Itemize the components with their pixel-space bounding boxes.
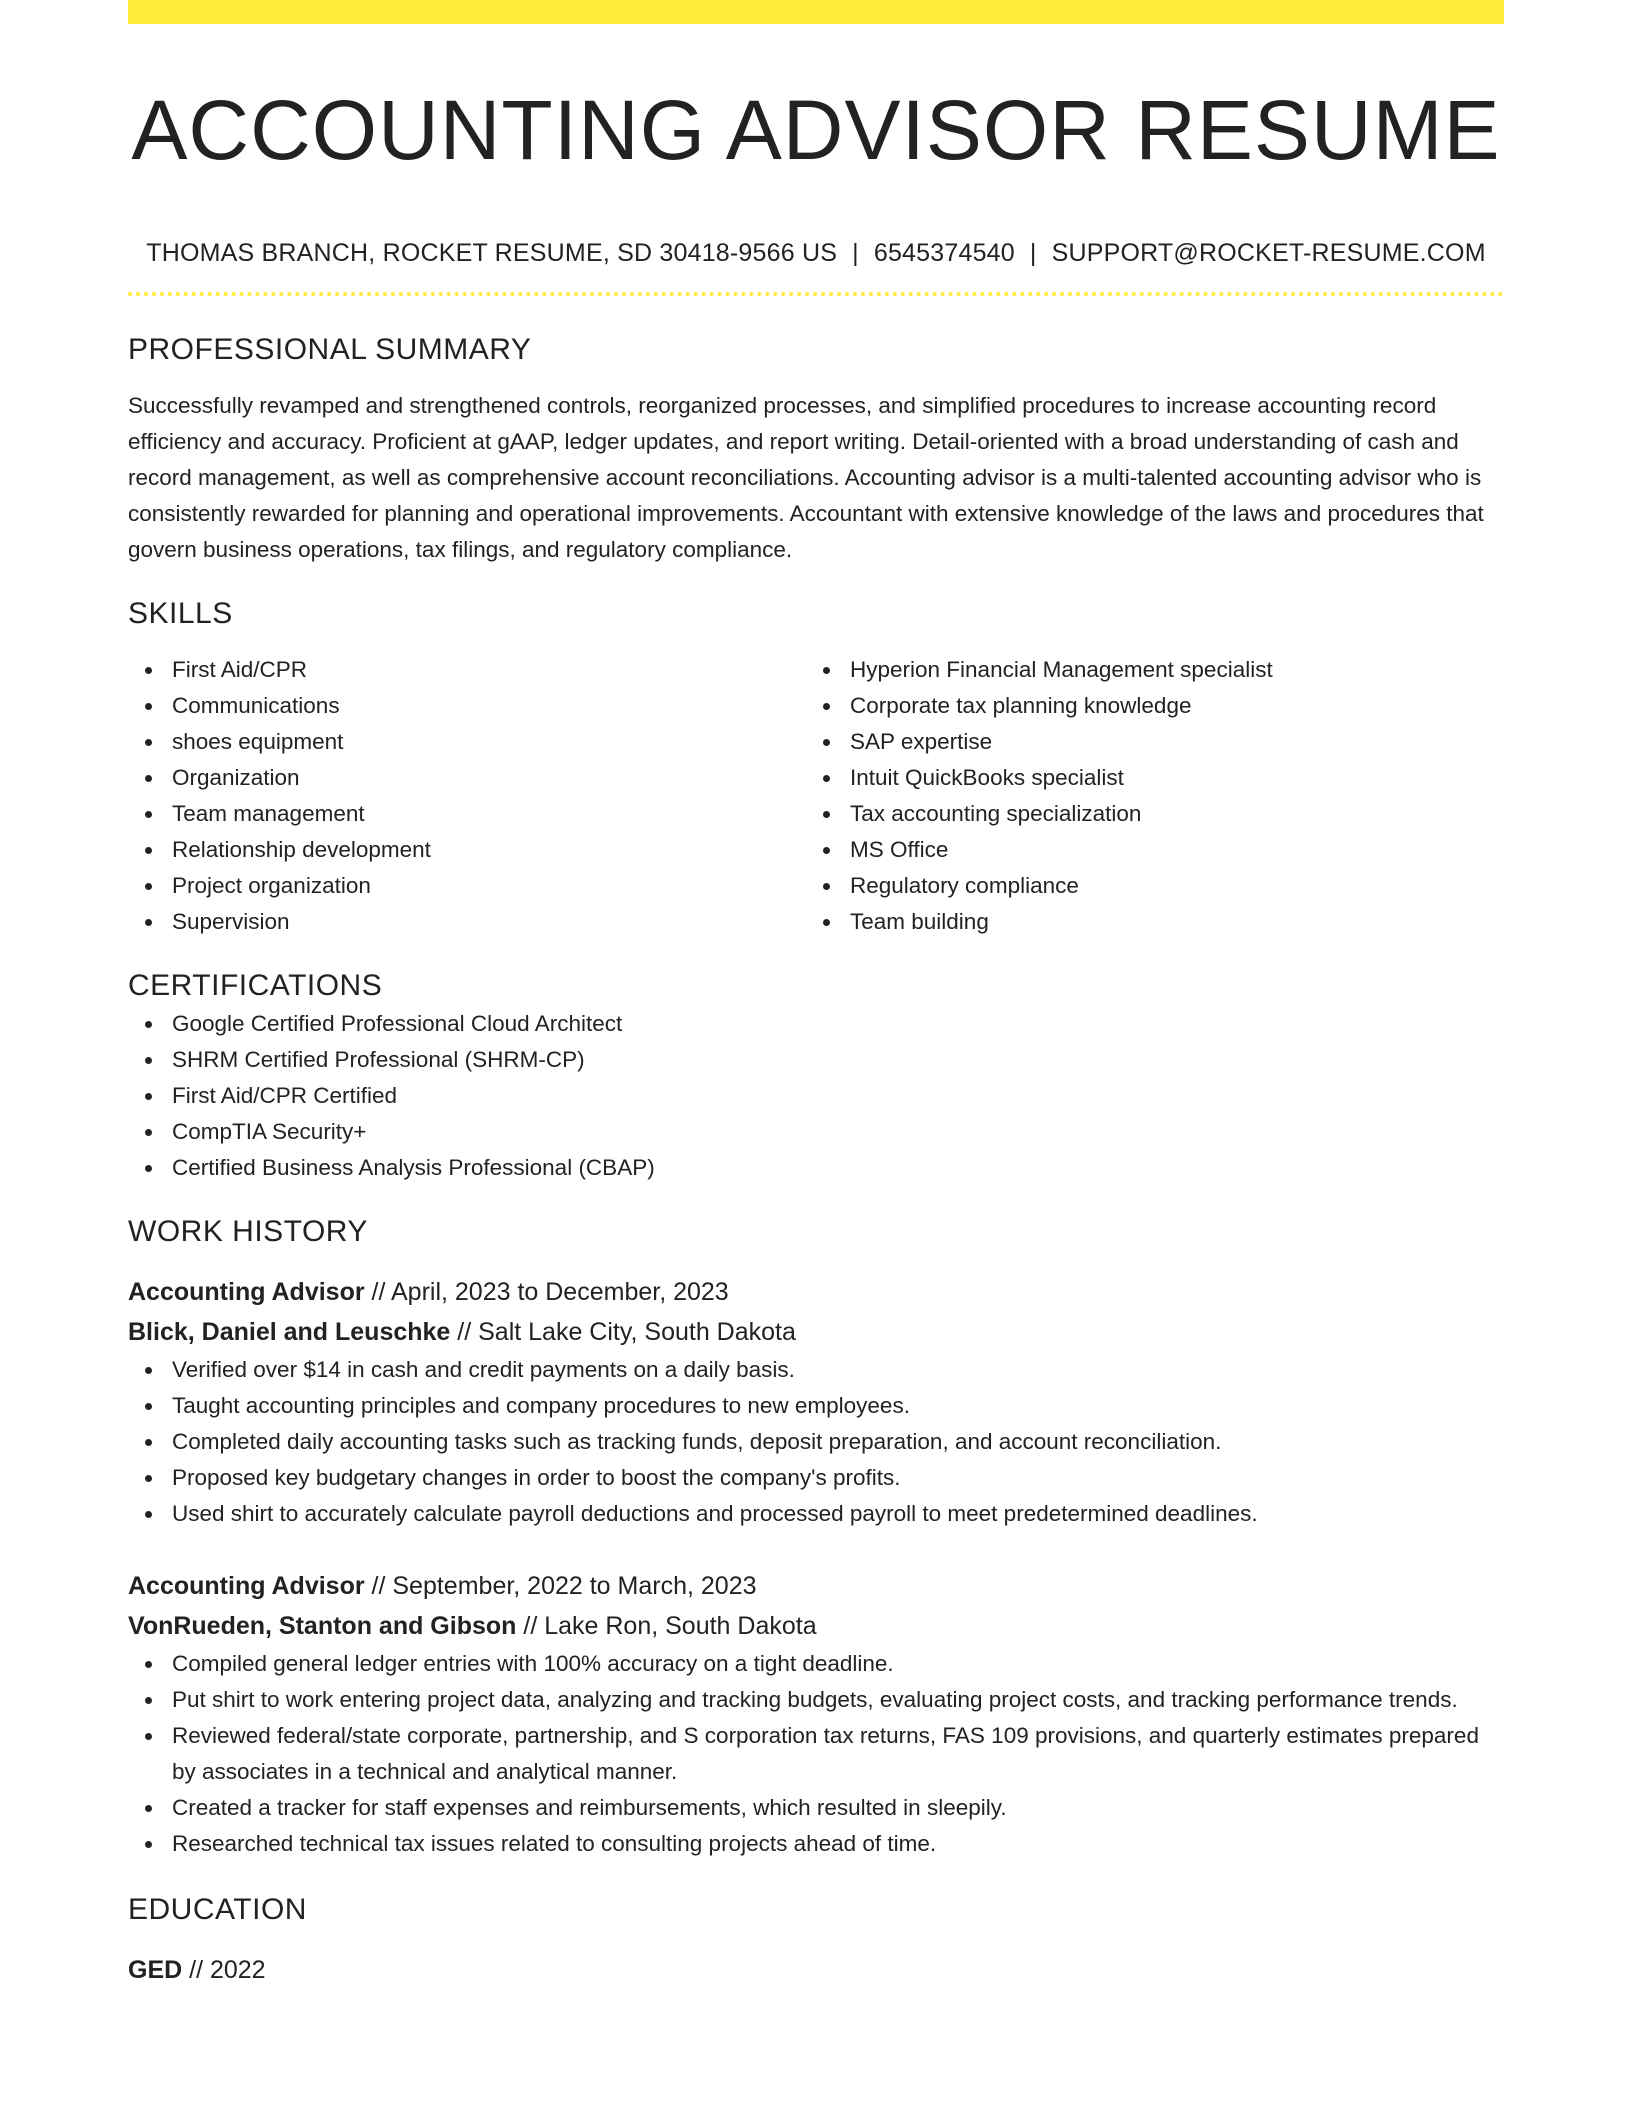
contact-line bbox=[128, 236, 1504, 270]
bullet-icon bbox=[823, 739, 830, 746]
bullet-icon bbox=[823, 811, 830, 818]
bullet-icon bbox=[823, 919, 830, 926]
summary-heading: PROFESSIONAL SUMMARY bbox=[128, 333, 532, 366]
job-duty-item: Verified over $14 in cash and credit payments on a daily basis. bbox=[128, 1352, 1504, 1388]
job-duty-item: Created a tracker for staff expenses and reimbursements, which resulted in sleepily. bbox=[128, 1790, 1504, 1826]
contact-separator: | bbox=[852, 239, 859, 267]
skill-item: Project organization bbox=[128, 868, 806, 904]
contact-phone: 6545374540 bbox=[873, 239, 1015, 267]
bullet-icon bbox=[145, 739, 152, 746]
bullet-icon bbox=[823, 775, 830, 782]
bullet-icon bbox=[145, 1841, 152, 1848]
bullet-icon bbox=[145, 703, 152, 710]
job-duty-item: Reviewed federal/state corporate, partnership, and S corporation tax returns, FAS 109 provisions, and quarterly estimates prepared by associates in a technical and analytical manner. bbox=[128, 1718, 1504, 1790]
certification-item: SHRM Certified Professional (SHRM-CP) bbox=[128, 1042, 1504, 1078]
job-entry bbox=[128, 1566, 1504, 1862]
bullet-icon bbox=[145, 667, 152, 674]
job-title: Accounting Advisor bbox=[128, 1572, 365, 1600]
job-entry bbox=[128, 1272, 1504, 1532]
bullet-icon bbox=[823, 883, 830, 890]
bullet-icon bbox=[823, 703, 830, 710]
skill-item: Corporate tax planning knowledge bbox=[806, 688, 1484, 724]
job-company: VonRueden, Stanton and Gibson bbox=[128, 1612, 517, 1640]
contact-email: SUPPORT@ROCKET-RESUME.COM bbox=[1051, 239, 1486, 267]
resume-title: ACCOUNTING ADVISOR RESUME bbox=[131, 83, 1501, 177]
job-title-line bbox=[128, 1566, 1504, 1606]
work-history-heading: WORK HISTORY bbox=[128, 1215, 368, 1248]
skill-item: Intuit QuickBooks specialist bbox=[806, 760, 1484, 796]
job-duty-item: Used shirt to accurately calculate payroll deductions and processed payroll to meet predetermined deadlines. bbox=[128, 1496, 1504, 1532]
skill-item: Supervision bbox=[128, 904, 806, 940]
job-duty-item: Researched technical tax issues related to consulting projects ahead of time. bbox=[128, 1826, 1504, 1862]
job-duties-list bbox=[128, 1646, 1504, 1862]
certification-item: First Aid/CPR Certified bbox=[128, 1078, 1504, 1114]
bullet-icon bbox=[145, 1129, 152, 1136]
job-title: Accounting Advisor bbox=[128, 1278, 365, 1306]
bullet-icon bbox=[145, 1475, 152, 1482]
bullet-icon bbox=[823, 847, 830, 854]
education-heading: EDUCATION bbox=[128, 1893, 307, 1926]
bullet-icon bbox=[145, 1697, 152, 1704]
skill-item: SAP expertise bbox=[806, 724, 1484, 760]
job-duty-item: Completed daily accounting tasks such as tracking funds, deposit preparation, and account reconciliation. bbox=[128, 1424, 1504, 1460]
certifications-heading: CERTIFICATIONS bbox=[128, 969, 383, 1002]
certifications-list bbox=[128, 1006, 1504, 1186]
job-duty-item: Proposed key budgetary changes in order to boost the company's profits. bbox=[128, 1460, 1504, 1496]
skill-item: Team building bbox=[806, 904, 1484, 940]
top-accent-bar bbox=[128, 0, 1504, 24]
bullet-icon bbox=[145, 1021, 152, 1028]
job-duty-item: Compiled general ledger entries with 100% accuracy on a tight deadline. bbox=[128, 1646, 1504, 1682]
bullet-icon bbox=[145, 1439, 152, 1446]
job-duty-item: Taught accounting principles and company procedures to new employees. bbox=[128, 1388, 1504, 1424]
bullet-icon bbox=[145, 919, 152, 926]
job-location: // Lake Ron, South Dakota bbox=[516, 1612, 817, 1640]
skill-item: First Aid/CPR bbox=[128, 652, 806, 688]
skill-item: shoes equipment bbox=[128, 724, 806, 760]
skills-heading: SKILLS bbox=[128, 597, 233, 630]
job-title-line bbox=[128, 1272, 1504, 1312]
bullet-icon bbox=[145, 1403, 152, 1410]
bullet-icon bbox=[145, 883, 152, 890]
bullet-icon bbox=[145, 847, 152, 854]
skill-item: Hyperion Financial Management specialist bbox=[806, 652, 1484, 688]
skill-item: Relationship development bbox=[128, 832, 806, 868]
bullet-icon bbox=[145, 775, 152, 782]
skills-column-right bbox=[806, 652, 1484, 940]
job-duty-item: Put shirt to work entering project data, analyzing and tracking budgets, evaluating project costs, and tracking performance trends. bbox=[128, 1682, 1504, 1718]
education-degree: GED bbox=[128, 1956, 183, 1984]
skill-item: Tax accounting specialization bbox=[806, 796, 1484, 832]
education-entry bbox=[128, 1950, 1504, 1990]
skill-item: Team management bbox=[128, 796, 806, 832]
resume-page bbox=[128, 0, 1504, 1990]
contact-separator: | bbox=[1029, 239, 1037, 267]
bullet-icon bbox=[145, 1057, 152, 1064]
job-dates: // September, 2022 to March, 2023 bbox=[364, 1572, 757, 1600]
bullet-icon bbox=[823, 667, 830, 674]
skills-columns bbox=[128, 652, 1504, 940]
contact-address: THOMAS BRANCH, ROCKET RESUME, SD 30418-9566 US bbox=[146, 239, 838, 267]
job-company-line bbox=[128, 1606, 1504, 1646]
certification-item: Google Certified Professional Cloud Architect bbox=[128, 1006, 1504, 1042]
skill-item: MS Office bbox=[806, 832, 1484, 868]
bullet-icon bbox=[145, 1093, 152, 1100]
job-company: Blick, Daniel and Leuschke bbox=[128, 1318, 451, 1346]
job-duties-list bbox=[128, 1352, 1504, 1532]
education-year: // 2022 bbox=[182, 1956, 266, 1984]
skill-item: Communications bbox=[128, 688, 806, 724]
skills-list-left bbox=[128, 652, 806, 940]
bullet-icon bbox=[145, 1805, 152, 1812]
bullet-icon bbox=[145, 1165, 152, 1172]
bullet-icon bbox=[145, 1661, 152, 1668]
bullet-icon bbox=[145, 1511, 152, 1518]
summary-text: Successfully revamped and strengthened controls, reorganized processes, and simplified procedures to increase accounting record efficiency and accuracy. Proficient at gAAP, ledger updates, and report writing. Detail-oriented with a broad understanding of cash and record management, as well as comprehensive account reconciliations. Accounting advisor is a multi-talented accounting advisor who is consistently rewarded for planning and operational improvements. Accountant with extensive knowledge of the laws and procedures that govern business operations, tax filings, and regulatory compliance. bbox=[128, 393, 1484, 562]
skill-item: Organization bbox=[128, 760, 806, 796]
certification-item: Certified Business Analysis Professional (CBAP) bbox=[128, 1150, 1504, 1186]
job-dates: // April, 2023 to December, 2023 bbox=[364, 1278, 729, 1306]
skills-list-right bbox=[806, 652, 1484, 940]
skill-item: Regulatory compliance bbox=[806, 868, 1484, 904]
bullet-icon bbox=[145, 1733, 152, 1740]
certification-item: CompTIA Security+ bbox=[128, 1114, 1504, 1150]
bullet-icon bbox=[145, 811, 152, 818]
bullet-icon bbox=[145, 1367, 152, 1374]
skills-column-left bbox=[128, 652, 806, 940]
job-location: // Salt Lake City, South Dakota bbox=[450, 1318, 796, 1346]
dotted-divider bbox=[128, 292, 1504, 296]
job-company-line bbox=[128, 1312, 1504, 1352]
